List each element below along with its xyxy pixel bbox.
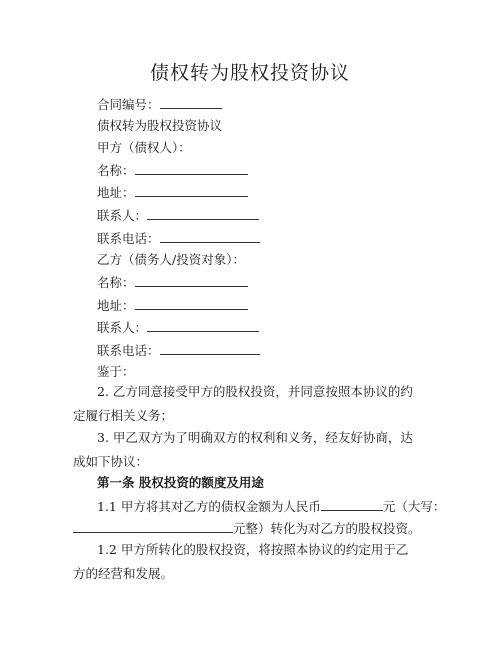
- amount-figures-blank: [321, 498, 383, 511]
- party-a-address-blank: [135, 184, 248, 197]
- party-a-heading: 甲方（债权人）：: [97, 140, 191, 155]
- party-b-phone-line: [97, 342, 260, 359]
- party-b-contact-blank: [147, 319, 259, 332]
- party-a-contact-label: 联系人：: [97, 208, 148, 223]
- party-b-phone-blank: [160, 342, 260, 355]
- contract-number-blank: [160, 96, 222, 109]
- party-a-contact-blank: [147, 207, 259, 220]
- article-1-1-text-c: 元整）转化为对乙方的股权投资。: [233, 521, 421, 536]
- party-a-phone-line: [97, 230, 260, 247]
- article-1-1-text-b: 元（大写：: [382, 499, 446, 514]
- party-b-contact-line: [97, 319, 259, 336]
- party-b-heading: 乙方（债务人/投资对象）：: [97, 252, 245, 267]
- party-a-phone-label: 联系电话：: [97, 231, 160, 246]
- article-1-1-text-a: 1.1 甲方将其对乙方的债权金额为人民币: [97, 499, 321, 514]
- party-b-name-blank: [135, 274, 248, 287]
- article-1-heading: 第一条 股权投资的额度及用途: [97, 475, 264, 490]
- article-1-2: 1.2 甲方所转化的股权投资，将按照本协议的约定用于乙方的经营和发展。: [73, 542, 409, 581]
- party-a-name-blank: [135, 162, 248, 175]
- party-b-contact-label: 联系人：: [97, 320, 148, 335]
- clause-3: 3. 甲乙双方为了明确双方的权利和义务，经友好协商，达成如下协议：: [73, 430, 413, 469]
- party-b-name-label: 名称：: [97, 275, 135, 290]
- subtitle: 债权转为股权投资协议: [97, 118, 223, 133]
- party-b-address-label: 地址：: [97, 298, 135, 313]
- party-a-name-label: 名称：: [97, 163, 135, 178]
- contract-number-label: 合同编号：: [97, 97, 160, 112]
- contract-number-line: [97, 96, 222, 113]
- party-b-address-line: [97, 297, 248, 314]
- party-a-address-label: 地址：: [97, 185, 135, 200]
- whereas-label: 鉴于：: [97, 364, 135, 379]
- party-a-phone-blank: [160, 230, 260, 243]
- article-1-1-line-2: [73, 520, 421, 537]
- party-b-phone-label: 联系电话：: [97, 343, 160, 358]
- clause-2: 2. 乙方同意接受甲方的股权投资，并同意按照本协议的约定履行相关义务；: [73, 384, 413, 423]
- party-b-address-blank: [135, 297, 248, 310]
- document-title: 债权转为股权投资协议: [149, 62, 350, 84]
- party-a-name-line: [97, 162, 248, 179]
- amount-words-blank: [73, 520, 233, 533]
- party-a-contact-line: [97, 207, 259, 224]
- article-1-1-line-1: [97, 498, 445, 515]
- party-a-address-line: [97, 184, 248, 201]
- party-b-name-line: [97, 274, 248, 291]
